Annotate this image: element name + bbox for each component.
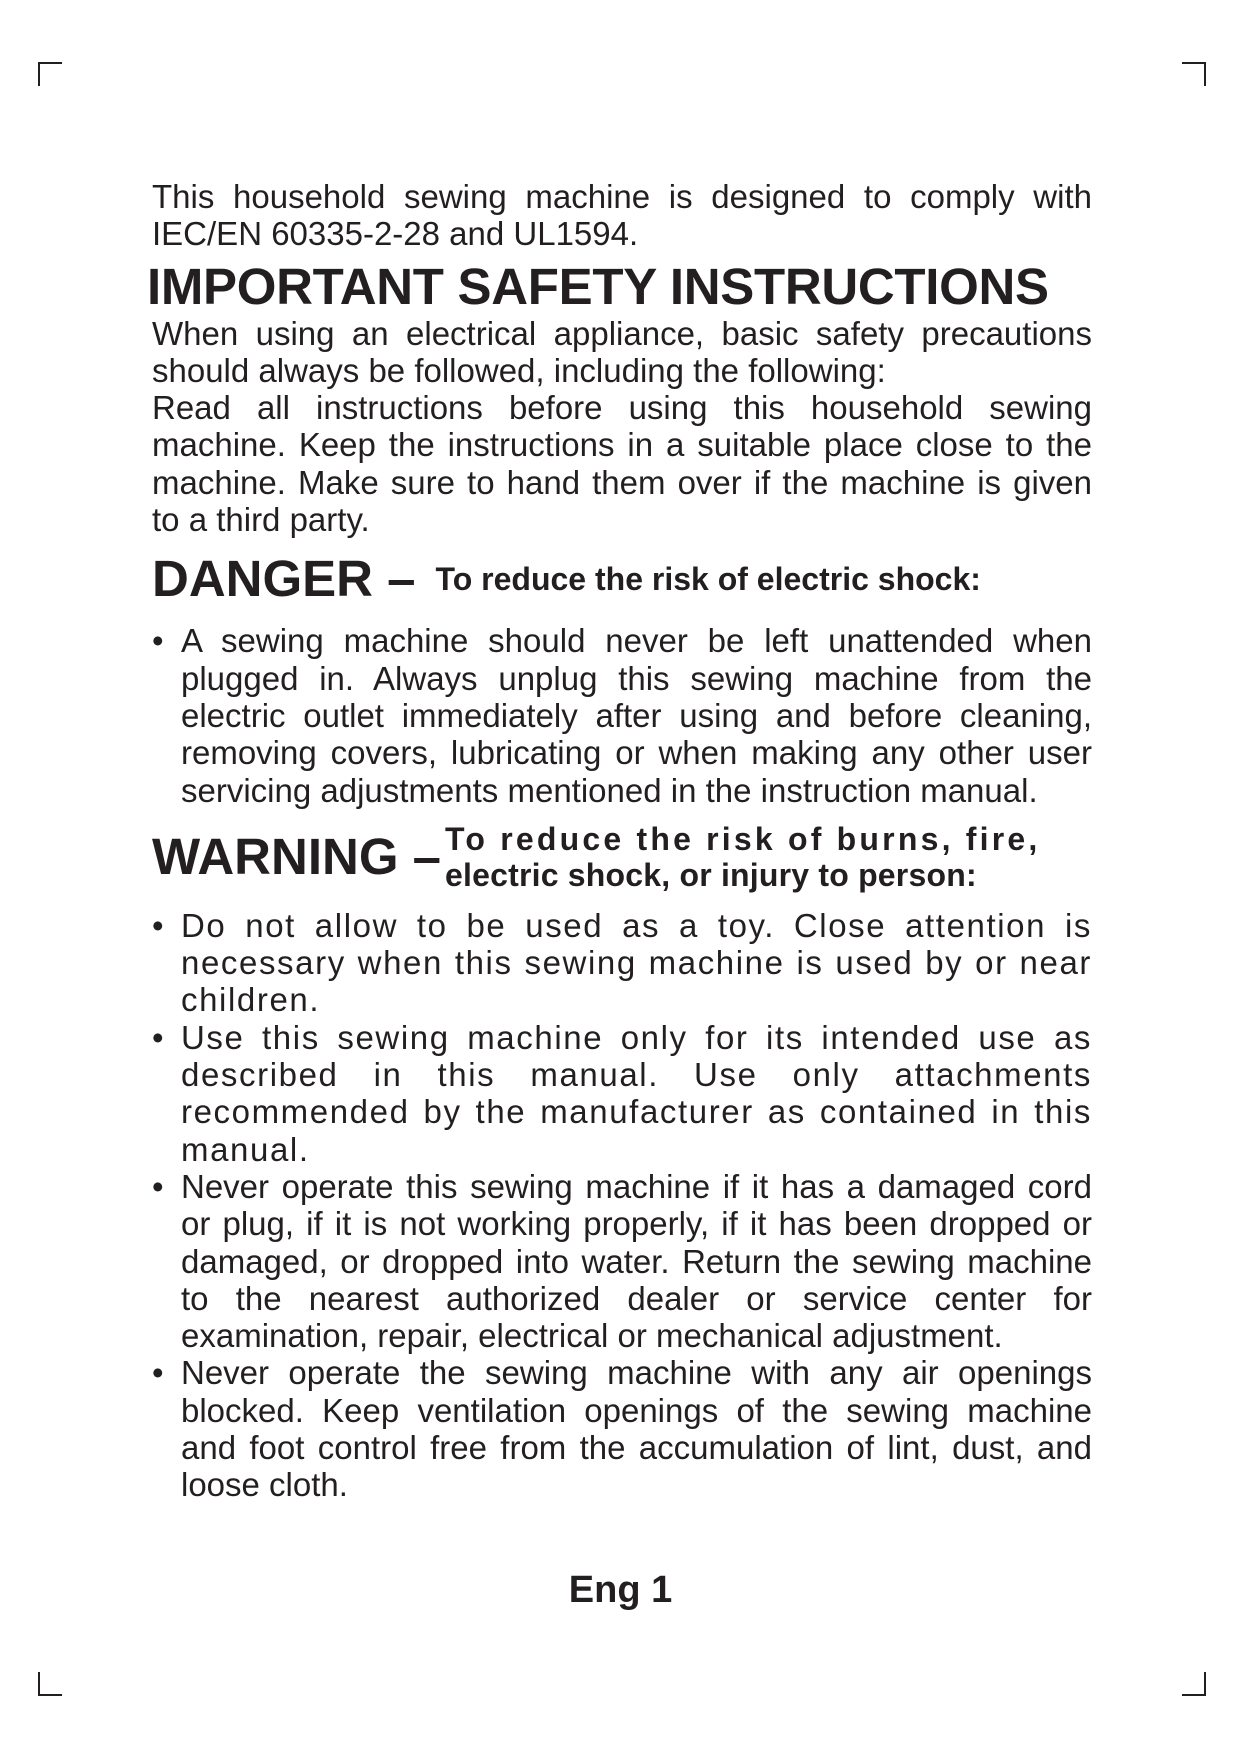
list-item-text: Do not allow to be used as a toy. Close attention is necessary when this sewing machine is used by or near children. [181,906,1092,1019]
read-instructions-paragraph: Read all instructions before using this household sewing machine. Keep the instructions in a suitable place close to the machine. Make sure to hand them over if the machine is given to a third party. [152,389,1092,539]
compliance-statement: This household sewing machine is designed to comply with IEC/EN 60335-2-28 and UL1594. [152,178,1092,253]
list-item [152,622,1092,808]
crop-mark-top-right [1182,62,1206,86]
list-item [152,1168,1092,1354]
manual-page-content [147,178,1092,1504]
list-item-text: Use this sewing machine only for its intended use as described in this manual. Use only attachments recommended by the manufacturer as contained in this manual. [181,1018,1092,1168]
warning-subtitle [445,821,1040,893]
warning-subtitle-line-2: electric shock, or injury to person: [445,856,977,893]
precautions-paragraph: When using an electrical appliance, basic safety precautions should always be followed, including the following: [152,314,1092,389]
warning-heading [152,821,1092,893]
list-item [152,1354,1092,1503]
crop-mark-bottom-right [1182,1672,1206,1696]
bullet-icon: • [152,622,164,660]
list-item-text: Never operate the sewing machine with any air openings blocked. Keep ventilation openings of the sewing machine and foot control free from the accumulation of lint, dust, and loose cloth. [181,1354,1092,1504]
bullet-icon: • [152,1018,166,1056]
warning-label: WARNING – [152,827,442,885]
bullet-icon: • [152,1167,164,1205]
list-item [152,907,1092,1019]
list-item [152,1019,1092,1168]
warning-subtitle-line-1: To reduce the risk of burns, fire, [445,820,1041,857]
bullet-icon: • [152,906,166,944]
danger-label: DANGER – [152,550,416,608]
danger-heading [152,550,1092,608]
warning-list [152,907,1092,1504]
bullet-icon: • [152,1354,164,1392]
danger-list [152,622,1092,808]
list-item-text: A sewing machine should never be left unattended when plugged in. Always unplug this sewing machine from the electric outlet immediately after using and before cleaning, removing covers, lubricating or when making any other user servicing adjustments mentioned in the instruction manual. [181,622,1092,809]
crop-mark-bottom-left [38,1672,62,1696]
page-title: IMPORTANT SAFETY INSTRUCTIONS [147,257,1049,315]
crop-mark-top-left [38,62,62,86]
danger-subtitle: To reduce the risk of electric shock: [435,561,981,598]
list-item-text: Never operate this sewing machine if it has a damaged cord or plug, if it is not working properly, if it has been dropped or damaged, or dropped into water. Return the sewing machine to the nearest authorized dealer or service center for examination, repair, electrical or mechanical adjustment. [181,1167,1092,1355]
page-number: Eng 1 [568,1569,673,1611]
